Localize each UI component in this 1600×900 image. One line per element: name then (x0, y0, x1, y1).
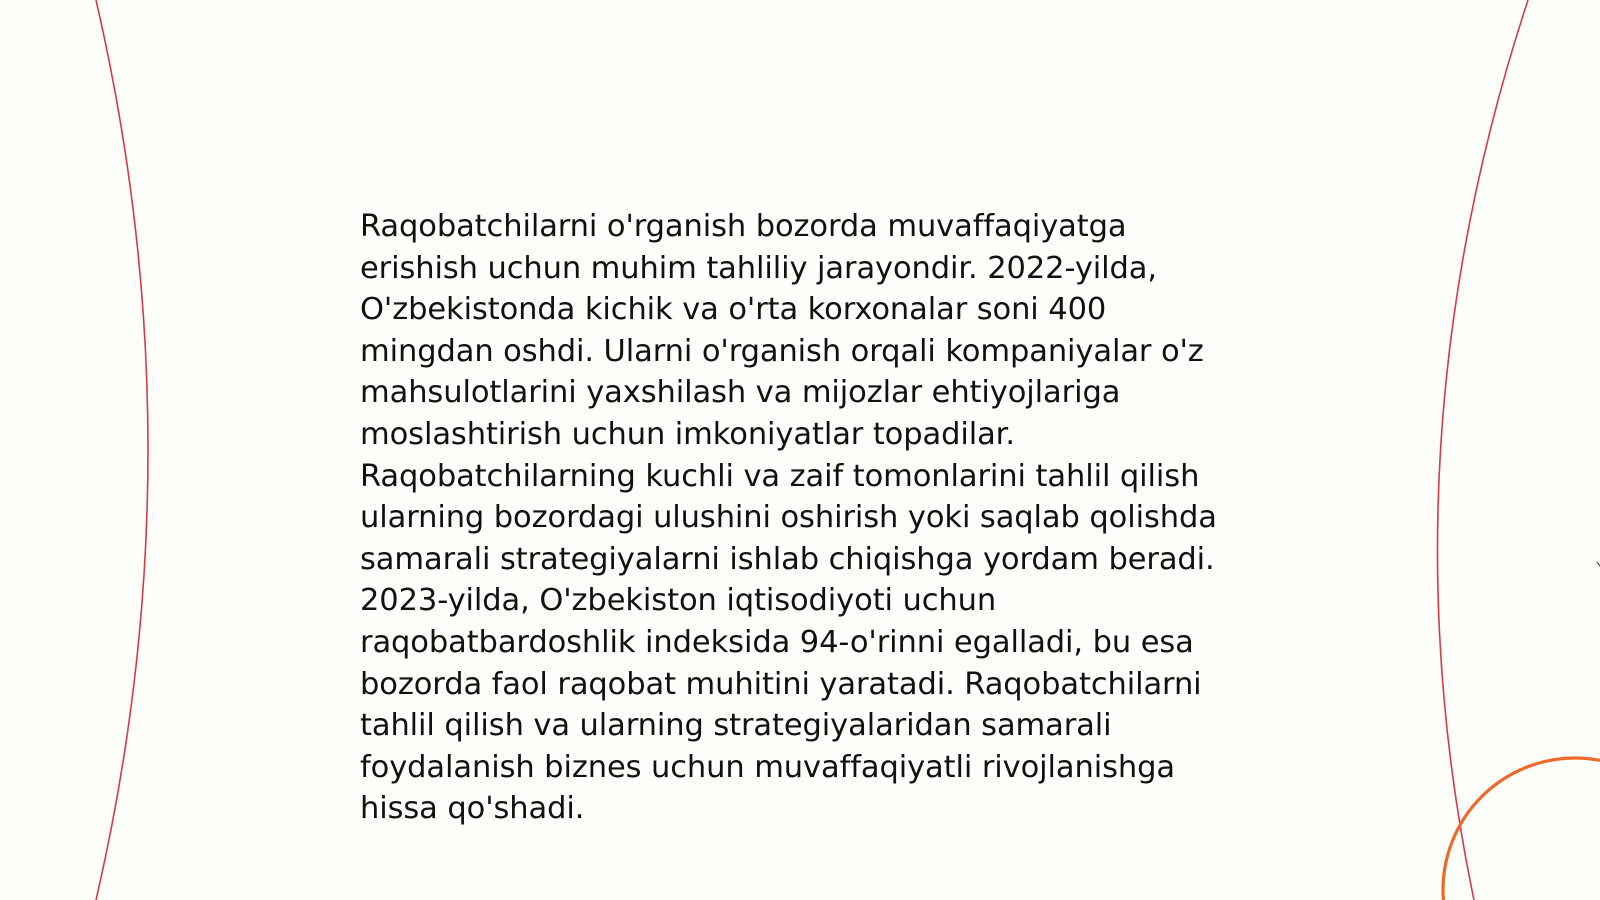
left-arc (96, 0, 148, 900)
orange-circle (1443, 758, 1600, 900)
main-paragraph: Raqobatchilarni o'rganish bozorda muvaffaqiyatga erishish uchun muhim tahliliy jarayondir. 2022-yilda, O'zbekistonda kichik va o'rta korxonalar soni 400 mingdan oshdi. Ularni o'rganish orqali kompaniyalar o'z mahsulotlarini yaxshilash va mijozlar ehtiyojlariga moslashtirish uchun imkoniyatlar topadilar. Raqobatchilarning kuchli va zaif tomonlarini tahlil qilish ularning bozordagi ulushini oshirish yoki saqlab qolishda samarali strategiyalarni ishlab chiqishga yordam beradi. 2023-yilda, O'zbekiston iqtisodiyoti uchun raqobatbardoshlik indeksida 94-o'rinni egalladi, bu esa bozorda faol raqobat muhitini yaratadi. Raqobatchilarni tahlil qilish va ularning strategiyalaridan samarali foydalanish biznes uchun muvaffaqiyatli rivojlanishga hissa qo'shadi. (360, 209, 1217, 827)
right-arc (1437, 0, 1528, 900)
